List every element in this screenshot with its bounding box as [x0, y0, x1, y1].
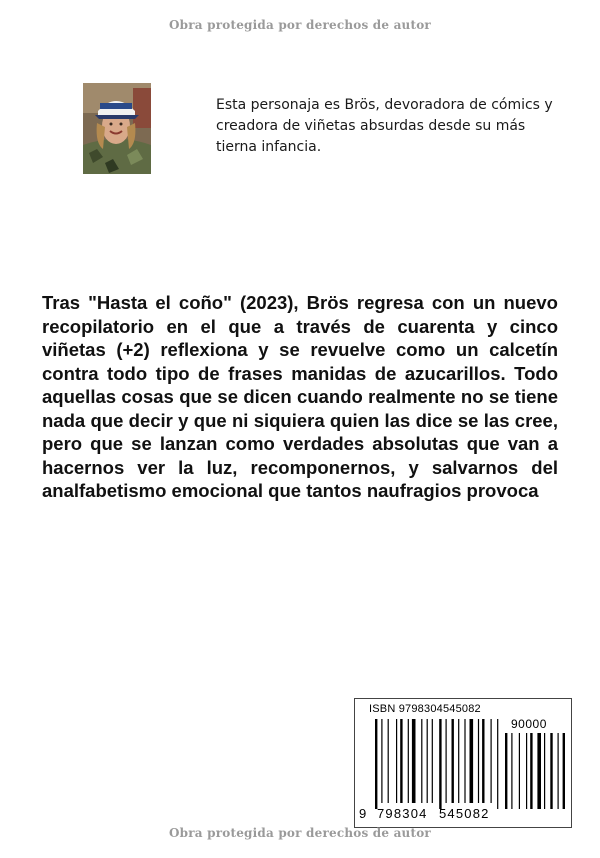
barcode-addon-bar	[519, 733, 520, 809]
barcode-first-digit: 9	[359, 806, 367, 821]
barcode-bar	[491, 719, 492, 803]
barcode-right-group: 545082	[439, 806, 490, 821]
barcode-bar	[470, 719, 474, 803]
barcode-bar	[446, 719, 447, 803]
copyright-watermark-top: Obra protegida por derechos de autor	[169, 18, 431, 32]
isbn-label: ISBN 9798304545082	[369, 703, 481, 715]
barcode-addon-bar	[530, 733, 532, 809]
barcode-bar	[439, 719, 441, 809]
barcode-bar	[497, 719, 498, 809]
barcode-addon-bar	[505, 733, 507, 809]
barcode-addon-bar	[558, 733, 559, 809]
barcode-bar	[464, 719, 465, 803]
author-portrait-icon	[83, 83, 151, 174]
back-cover-blurb: Tras "Hasta el coño" (2023), Brös regresa con un nuevo recopilatorio en el que a través de cuarenta y cinco viñetas (+2) reflexiona y se revuelve como un calcetín contra todo tipo de frases manidas de azucarillos. Todo aquellas cosas que se dicen cuando realmente no se tiene nada que decir y que ni siquiera quien las dice se las cree, pero que se lanzan como verdades absolutas que van a hacernos ver la luz, recomponernos, y salvarnos del analfabetismo emocional que tantos naufragios provoca	[42, 292, 558, 501]
barcode-bar	[421, 719, 422, 803]
barcode-bar	[408, 719, 409, 803]
barcode-bar	[375, 719, 377, 809]
barcode-bar	[482, 719, 484, 803]
author-bio: Esta personaja es Brös, devoradora de cómics y creadora de viñetas absurdas desde su más tierna infancia.	[216, 97, 553, 155]
barcode-bar	[412, 719, 416, 803]
barcode-addon-number: 90000	[511, 717, 547, 731]
barcode-bar	[458, 719, 459, 803]
barcode-addon-bar	[544, 733, 545, 809]
author-photo	[83, 83, 151, 174]
barcode-bar	[452, 719, 454, 803]
barcode-bar	[381, 719, 382, 803]
barcode-addon-bar	[511, 733, 512, 809]
barcode-addon-bar	[526, 733, 527, 809]
barcode-addon-bar	[537, 733, 541, 809]
barcode-addon-bar	[563, 733, 565, 809]
barcode-bar	[388, 719, 389, 803]
copyright-watermark-bottom: Obra protegida por derechos de autor	[169, 826, 431, 840]
barcode-bar	[432, 719, 433, 803]
isbn-barcode	[354, 698, 572, 828]
barcode-bar	[427, 719, 428, 803]
barcode-addon-bar	[550, 733, 552, 809]
barcode-bar	[396, 719, 397, 803]
barcode-left-group: 798304	[377, 806, 428, 821]
barcode-bar	[400, 719, 402, 803]
barcode-bar	[478, 719, 479, 803]
